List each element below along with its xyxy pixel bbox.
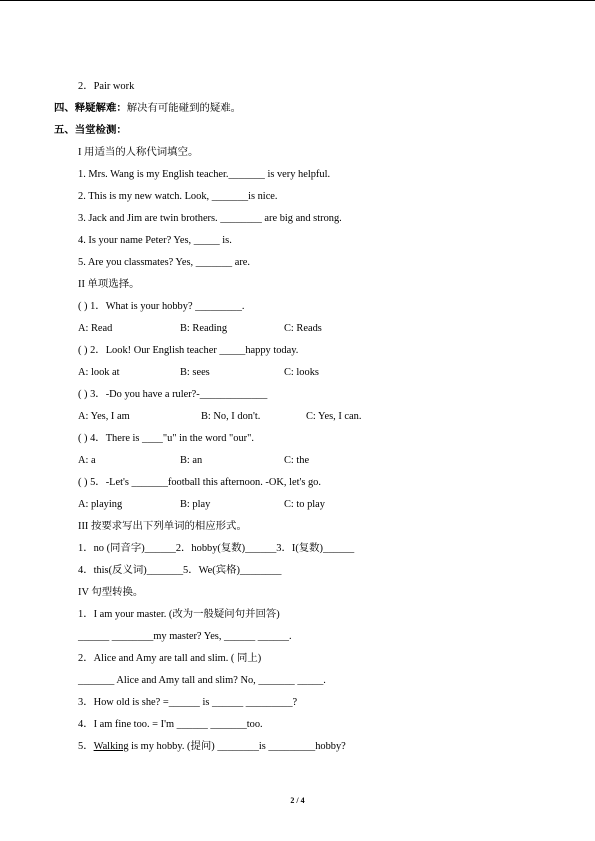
page-number: 2 / 4 (290, 796, 305, 805)
option-b: B: Reading (180, 323, 228, 334)
part-two-heading: II 单项选择。 (78, 279, 140, 290)
option-a: A: a (78, 455, 96, 466)
choice-options (78, 454, 478, 468)
part-three-heading: III 按要求写出下列单词的相应形式。 (78, 521, 247, 532)
option-a: A: Yes, I am (78, 411, 130, 422)
choice-question: ( ) 1．What is your hobby? _________. (78, 301, 245, 312)
part-four-heading: IV 句型转换。 (78, 587, 144, 598)
option-b: B: play (180, 499, 211, 510)
pair-work-line: 2．Pair work (78, 81, 135, 92)
question-line: 5. Are you classmates? Yes, _______ are. (78, 257, 250, 268)
question-number: 5． (78, 741, 94, 752)
transform-question: 1．I am your master. (改为一般疑问句并回答) (78, 609, 280, 620)
answer-blank-line: _______ Alice and Amy tall and slim? No, _______ _____. (78, 675, 326, 686)
transform-question: 2．Alice and Amy are tall and slim. ( 同上) (78, 653, 262, 664)
option-c: C: to play (284, 499, 325, 510)
choice-question: ( ) 2．Look! Our English teacher _____happy today. (78, 345, 299, 356)
option-b: B: an (180, 455, 203, 466)
transform-question: 4．I am fine too. = I'm ______ _______too. (78, 719, 263, 730)
option-c: C: looks (284, 367, 319, 378)
choice-options (78, 498, 478, 512)
word-form-line: 4．this(反义词)_______5．We(宾格)________ (78, 565, 282, 576)
word-form-line: 1．no (同音字)______2．hobby(复数)______3．I(复数)______ (78, 543, 355, 554)
option-a: A: playing (78, 499, 123, 510)
choice-options (78, 410, 478, 424)
header-rule (0, 0, 595, 1)
question-line: 3. Jack and Jim are twin brothers. ________ are big and strong. (78, 213, 342, 224)
underlined-word: Walking (93, 741, 129, 752)
section-five-heading: 五、当堂检测： (54, 125, 127, 136)
option-a: A: look at (78, 367, 120, 378)
option-a: A: Read (78, 323, 113, 334)
choice-options (78, 322, 478, 336)
option-b: B: sees (180, 367, 210, 378)
answer-blank-line: ______ ________my master? Yes, ______ ______. (78, 631, 292, 642)
section-four-text: 解决有可能碰到的疑难。 (126, 103, 242, 114)
transform-question: 3．How old is she? =______ is ______ _________? (78, 697, 298, 708)
part-one-heading: I 用适当的人称代词填空。 (78, 147, 199, 158)
question-line: 4. Is your name Peter? Yes, _____ is. (78, 235, 232, 246)
question-rest: is my hobby. (提问) ________is _________hobby? (128, 741, 346, 752)
question-line: 1. Mrs. Wang is my English teacher._______ is very helpful. (78, 169, 331, 180)
question-line: 2. This is my new watch. Look, _______is nice. (78, 191, 278, 202)
choice-options (78, 366, 478, 380)
choice-question: ( ) 5．-Let's _______football this afternoon. -OK, let's go. (78, 477, 321, 488)
section-four-line (54, 102, 241, 116)
option-c: C: the (284, 455, 310, 466)
transform-question (78, 740, 346, 754)
section-four-heading: 四、释疑解难： (54, 103, 127, 114)
option-b: B: No, I don't. (201, 411, 261, 422)
choice-question: ( ) 3．-Do you have a ruler?-_____________ (78, 389, 268, 400)
option-c: C: Yes, I can. (306, 411, 362, 422)
option-c: C: Reads (284, 323, 322, 334)
choice-question: ( ) 4．There is ____"u" in the word "our". (78, 433, 254, 444)
